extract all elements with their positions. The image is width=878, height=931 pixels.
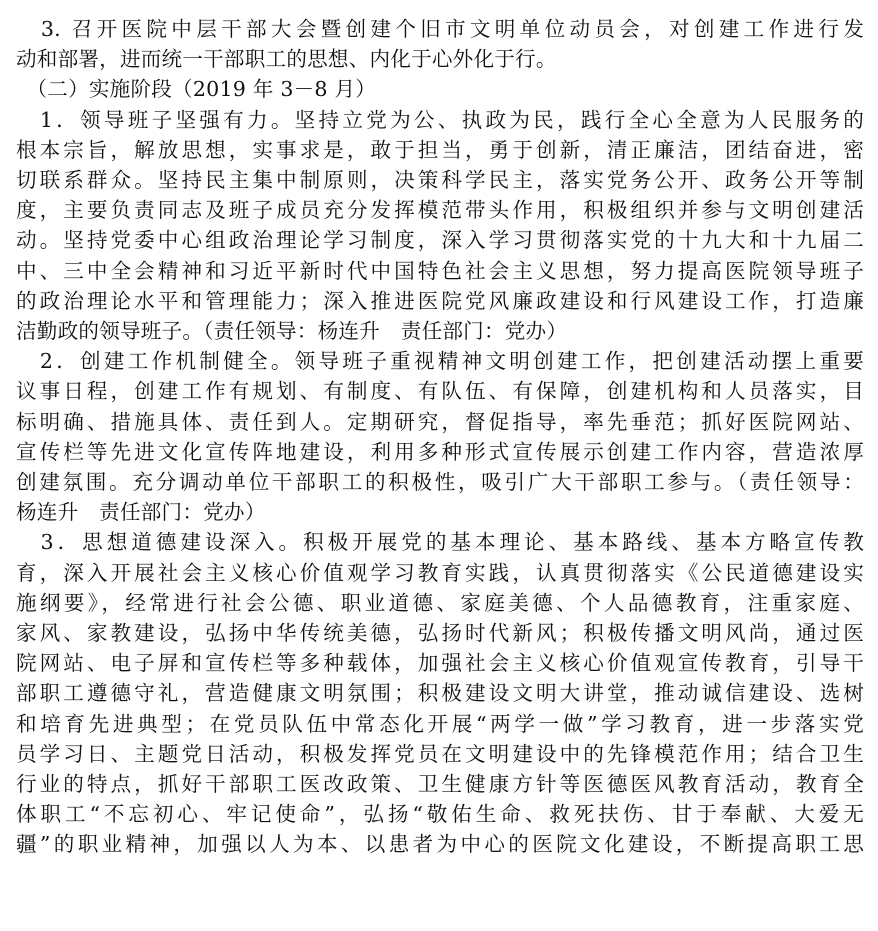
text-line: 议事日程，创建工作有规划、有制度、有队伍、有保障，创建机构和人员落实，目: [16, 379, 864, 404]
text-line: 根本宗旨，解放思想，实事求是，敢于担当，勇于创新，清正廉洁，团结奋进，密: [16, 137, 864, 162]
text-line: 切联系群众。坚持民主集中制原则，决策科学民主，落实党务公开、政务公开等制: [16, 167, 864, 192]
text-line: 2．创建工作机制健全。领导班子重视精神文明创建工作，把创建活动摆上重要: [16, 349, 864, 374]
text-line: 宣传栏等先进文化宣传阵地建设，利用多种形式宣传展示创建工作内容，营造浓厚: [16, 439, 864, 464]
text-line: 和培育先进典型；在党员队伍中常态化开展“两学一做”学习教育，进一步落实党: [16, 711, 864, 736]
text-line: 员学习日、主题党日活动，积极发挥党员在文明建设中的先锋模范作用；结合卫生: [16, 741, 864, 766]
text-line: 的政治理论水平和管理能力；深入推进医院党风廉政建设和行风建设工作，打造廉: [16, 288, 864, 313]
section-heading: （二）实施阶段（2019 年 3－8 月）: [16, 77, 377, 102]
text-line: 疆”的职业精神，加强以人为本、以患者为中心的医院文化建设，不断提高职工思: [16, 832, 864, 857]
text-line: 标明确、措施具体、责任到人。定期研究，督促指导，率先垂范；抓好医院网站、: [16, 409, 864, 434]
text-line: 中、三中全会精神和习近平新时代中国特色社会主义思想，努力提高医院领导班子: [16, 258, 864, 283]
text-line: 动和部署，进而统一干部职工的思想、内化于心外化于行。: [16, 47, 557, 72]
text-line: 3. 召开医院中层干部大会暨创建个旧市文明单位动员会，对创建工作进行发: [16, 17, 864, 41]
text-line: 3．思想道德建设深入。积极开展党的基本理论、基本路线、基本方略宣传教: [16, 530, 864, 555]
text-line: 创建氛围。充分调动单位干部职工的积极性，吸引广大干部职工参与。（责任领导：: [16, 470, 864, 494]
text-line: 体职工“不忘初心、牢记使命”，弘扬“敬佑生命、救死扶伤、甘于奉献、大爱无: [16, 802, 864, 827]
text-line: 度，主要负责同志及班子成员充分发挥模范带头作用，积极组织并参与文明创建活: [16, 198, 864, 223]
text-line: 院网站、电子屏和宣传栏等多种载体，加强社会主义核心价值观宣传教育，引导干: [16, 651, 864, 676]
text-line: 育，深入开展社会主义核心价值观学习教育实践，认真贯彻落实《公民道德建设实: [16, 560, 864, 585]
text-line: 1．领导班子坚强有力。坚持立党为公、执政为民，践行全心全意为人民服务的: [16, 107, 864, 132]
text-line: 杨连升 责任部门：党办）: [16, 500, 266, 525]
text-line: 部职工遵德守礼，营造健康文明氛围；积极建设文明大讲堂，推动诚信建设、选树: [16, 681, 864, 706]
text-line: 动。坚持党委中心组政治理论学习制度，深入学习贯彻落实党的十九大和十九届二: [16, 228, 864, 253]
document-body: [16, 14, 864, 860]
text-line: 洁勤政的领导班子。（责任领导：杨连升 责任部门：党办）: [16, 319, 568, 343]
text-line: 家风、家教建设，弘扬中华传统美德，弘扬时代新风；积极传播文明风尚，通过医: [16, 621, 864, 645]
text-line: 施纲要》，经常进行社会公德、职业道德、家庭美德、个人品德教育，注重家庭、: [16, 590, 864, 615]
text-line: 行业的特点，抓好干部职工医改政策、卫生健康方针等医德医风教育活动，教育全: [16, 772, 864, 797]
